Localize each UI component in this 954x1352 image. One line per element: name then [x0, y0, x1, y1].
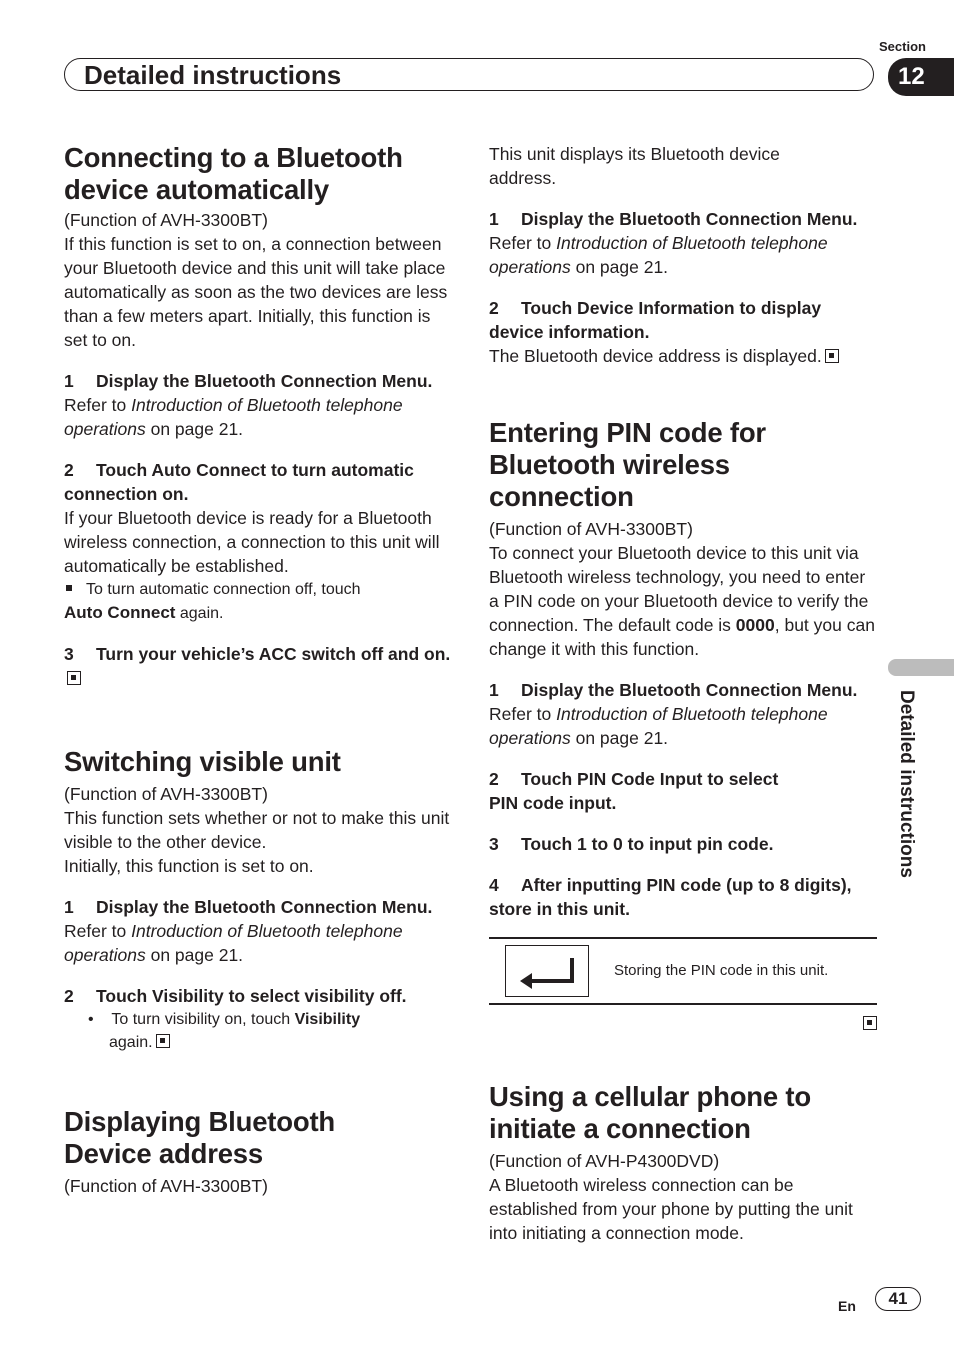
page-number: 41 [875, 1287, 921, 1311]
heading-connect-auto: Connecting to a Bluetooth device automatically [64, 142, 403, 205]
reference-text: Refer to Introduction of Bluetooth telephone operations on page 21. [64, 395, 403, 439]
body-text: If this function is set to on, a connection between your Bluetooth device and this unit will take place automatically as soon as the two devices are less than a few meters apart. Initially, this function is set to on. [64, 234, 448, 350]
square-bullet-icon [66, 585, 72, 591]
left-column [64, 142, 454, 1198]
table-description: Storing the PIN code in this unit. [614, 962, 829, 979]
reference-text: Refer to Introduction of Bluetooth telephone operations on page 21. [489, 233, 828, 277]
heading-entering-pin: Entering PIN code for Bluetooth wireless connection [489, 417, 766, 512]
end-mark-icon [156, 1034, 170, 1048]
body-text: If your Bluetooth device is ready for a Bluetooth wireless connection, a connection to this unit will automatically be established. [64, 508, 440, 576]
function-note: (Function of AVH-3300BT) [64, 1176, 268, 1196]
step-4: 4 After inputting PIN code (up to 8 digits), store in this unit. [489, 875, 852, 919]
body-text: The Bluetooth device address is displayed. [489, 344, 877, 368]
function-note: (Function of AVH-3300BT) [489, 519, 693, 539]
section-label: Section [879, 39, 926, 54]
step-3: 3 Turn your vehicle’s ACC switch off and on. [64, 642, 454, 690]
step-1: 1 Display the Bluetooth Connection Menu. [489, 680, 858, 700]
step-1: 1 Display the Bluetooth Connection Menu. [64, 897, 433, 917]
step-1: 1 Display the Bluetooth Connection Menu. [489, 209, 858, 229]
note-text: To turn automatic connection off, touch Auto Connect again. [64, 581, 361, 622]
step-2: 2 Touch Auto Connect to turn automatic connection on. [64, 460, 414, 504]
bullet-text: • To turn visibility on, touch Visibility again. [88, 1011, 361, 1051]
step-3: 3 Touch 1 to 0 to input pin code. [489, 834, 774, 854]
step-2: 2 Touch Visibility to select visibility off. [64, 986, 407, 1006]
page-title: Detailed instructions [84, 60, 342, 90]
body-text: This unit displays its Bluetooth device address. [489, 144, 780, 188]
section-number-badge: 12 [888, 58, 954, 96]
heading-switching-visible: Switching visible unit [64, 746, 341, 777]
body-text: A Bluetooth wireless connection can be established from your phone by putting the unit into initiating a connection mode. [489, 1175, 853, 1243]
heading-cellular-phone: Using a cellular phone to initiate a connection [489, 1081, 811, 1144]
side-tab-marker [888, 659, 954, 676]
enter-key-icon [505, 945, 589, 997]
end-mark-icon [863, 1016, 877, 1030]
right-column [489, 142, 877, 1245]
language-label: En [838, 1298, 856, 1314]
end-mark-icon [67, 671, 81, 685]
function-note: (Function of AVH-3300BT) [64, 784, 268, 804]
step-2: 2 Touch PIN Code Input to select PIN code input. [489, 769, 779, 813]
body-text: To connect your Bluetooth device to this unit via Bluetooth wireless technology, you need to enter a PIN code on your Bluetooth device to verify the connection. The default code is 0000, but you can change it with this function. [489, 543, 875, 659]
end-mark-icon [825, 349, 839, 363]
heading-displaying-address: Displaying Bluetooth Device address [64, 1106, 336, 1169]
step-1: 1 Display the Bluetooth Connection Menu. [64, 371, 433, 391]
function-note: (Function of AVH-3300BT) [64, 210, 268, 230]
reference-text: Refer to Introduction of Bluetooth telephone operations on page 21. [489, 704, 828, 748]
body-text: Initially, this function is set to on. [64, 856, 314, 876]
body-text: This function sets whether or not to make this unit visible to the other device. [64, 808, 450, 852]
side-tab-label: Detailed instructions [896, 690, 917, 878]
step-2: 2 Touch Device Information to display device information. [489, 298, 822, 342]
pin-storage-table [489, 937, 877, 1005]
reference-text: Refer to Introduction of Bluetooth telephone operations on page 21. [64, 921, 403, 965]
function-note: (Function of AVH-P4300DVD) [489, 1151, 720, 1171]
